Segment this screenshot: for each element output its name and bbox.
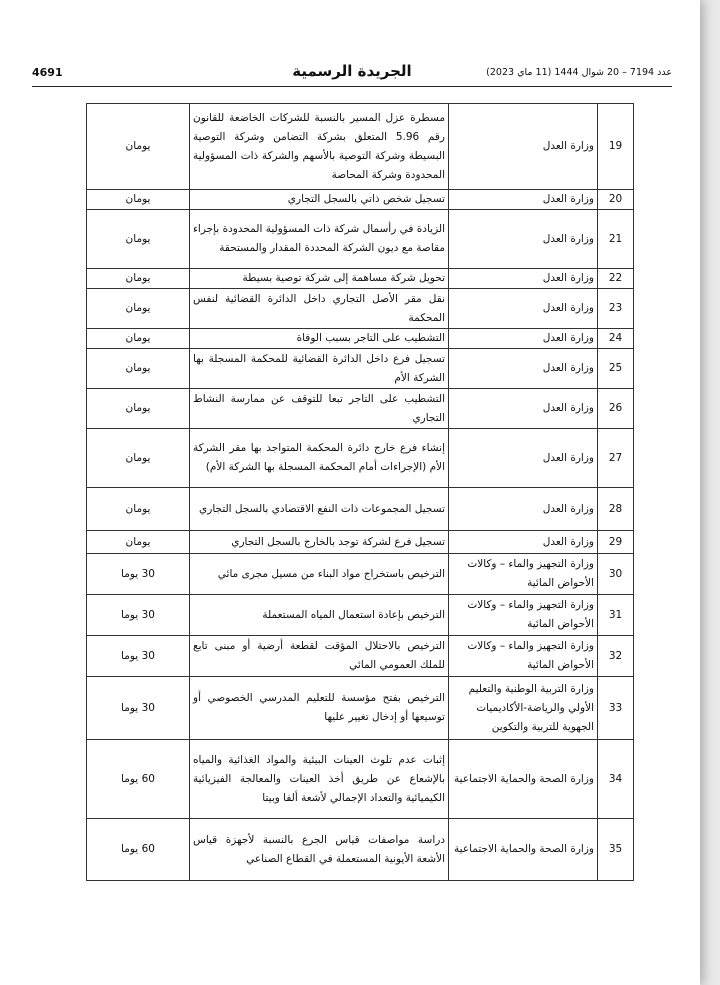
procedure-cell: الترخيص بالاحتلال المؤقت لقطعة أرضية أو مبنى تابع للملك العمومي المائي — [190, 636, 449, 677]
table-row — [87, 329, 634, 349]
procedure-cell: الترخيص بإعادة استعمال المياه المستعملة — [190, 595, 449, 636]
duration-cell: يومان — [87, 531, 190, 554]
duration-cell: يومان — [87, 190, 190, 210]
ministry-cell: وزارة الصحة والحماية الاجتماعية — [449, 740, 598, 819]
duration-cell: 60 يوما — [87, 819, 190, 881]
row-number: 34 — [598, 740, 634, 819]
ministry-cell: وزارة العدل — [449, 210, 598, 269]
duration-cell: 60 يوما — [87, 740, 190, 819]
table-row — [87, 104, 634, 190]
ministry-cell: وزارة التربية الوطنية والتعليم الأولي والرياضة-الأكاديميات الجهوية للتربية والتكوين — [449, 677, 598, 740]
table-row — [87, 740, 634, 819]
ministry-cell: وزارة العدل — [449, 289, 598, 329]
ministry-cell: وزارة العدل — [449, 429, 598, 488]
procedure-cell: تسجيل المجموعات ذات النفع الاقتصادي بالسجل التجاري — [190, 488, 449, 531]
procedure-cell: تسجيل فرع لشركة توجد بالخارج بالسجل التجاري — [190, 531, 449, 554]
duration-cell: 30 يوما — [87, 636, 190, 677]
ministry-cell: وزارة الصحة والحماية الاجتماعية — [449, 819, 598, 881]
procedure-cell: إثبات عدم تلوث العينات البيئية والمواد الغذائية والمياه بالإشعاع عن طريق أخذ العينات والمعالجة الفيزيائية الكيميائية والتعداد الإجمالي لأشعة ألفا وبيتا — [190, 740, 449, 819]
procedure-cell: تحويل شركة مساهمة إلى شركة توصية بسيطة — [190, 269, 449, 289]
row-number: 28 — [598, 488, 634, 531]
table-row — [87, 389, 634, 429]
procedure-cell: الترخيص بفتح مؤسسة للتعليم المدرسي الخصوصي أو توسيعها أو إدخال تغيير عليها — [190, 677, 449, 740]
duration-cell: يومان — [87, 389, 190, 429]
ministry-cell: وزارة العدل — [449, 531, 598, 554]
procedure-cell: التشطيب على التاجر بسبب الوفاة — [190, 329, 449, 349]
row-number: 25 — [598, 349, 634, 389]
row-number: 26 — [598, 389, 634, 429]
procedure-cell: التشطيب على التاجر تبعا للتوقف عن ممارسة النشاط التجاري — [190, 389, 449, 429]
duration-cell: يومان — [87, 329, 190, 349]
procedure-cell: الزيادة في رأسمال شركة ذات المسؤولية المحدودة بإجراء مقاصة مع ديون الشركة المحددة المقدار والمستحقة — [190, 210, 449, 269]
page-number: 4691 — [32, 66, 63, 79]
ministry-cell: وزارة العدل — [449, 349, 598, 389]
ministry-cell: وزارة التجهيز والماء – وكالات الأحواض المائية — [449, 636, 598, 677]
table-row — [87, 269, 634, 289]
ministry-cell: وزارة العدل — [449, 329, 598, 349]
issue-info: عدد 7194 – 20 شوال 1444 (11 ماي 2023) — [486, 67, 672, 78]
ministry-cell: وزارة العدل — [449, 488, 598, 531]
table-row — [87, 289, 634, 329]
procedures-table — [86, 103, 634, 881]
procedure-cell: مسطرة عزل المسير بالنسبة للشركات الخاضعة للقانون رقم 5.96 المتعلق بشركة التضامن وشركة التوصية البسيطة وشركة التوصية بالأسهم والشركة ذات المسؤولية المحدودة وشركة المحاصة — [190, 104, 449, 190]
duration-cell: يومان — [87, 210, 190, 269]
table-row — [87, 819, 634, 881]
ministry-cell: وزارة العدل — [449, 389, 598, 429]
duration-cell: 30 يوما — [87, 554, 190, 595]
ministry-cell: وزارة العدل — [449, 269, 598, 289]
duration-cell: يومان — [87, 488, 190, 531]
table-row — [87, 677, 634, 740]
table-row — [87, 429, 634, 488]
table-row — [87, 595, 634, 636]
row-number: 33 — [598, 677, 634, 740]
duration-cell: يومان — [87, 429, 190, 488]
row-number: 27 — [598, 429, 634, 488]
table-row — [87, 210, 634, 269]
procedure-cell: دراسة مواصفات قياس الجرع بالنسبة لأجهزة قياس الأشعة الأيونية المستعملة في القطاع الصناعي — [190, 819, 449, 881]
procedure-cell: الترخيص باستخراج مواد البناء من مسيل مجرى مائي — [190, 554, 449, 595]
row-number: 30 — [598, 554, 634, 595]
row-number: 29 — [598, 531, 634, 554]
table-row — [87, 636, 634, 677]
row-number: 23 — [598, 289, 634, 329]
page-header — [32, 62, 672, 87]
row-number: 19 — [598, 104, 634, 190]
table-row — [87, 531, 634, 554]
row-number: 20 — [598, 190, 634, 210]
table-row — [87, 488, 634, 531]
row-number: 21 — [598, 210, 634, 269]
procedure-cell: إنشاء فرع خارج دائرة المحكمة المتواجد بها مقر الشركة الأم (الإجراءات أمام المحكمة المسجلة بها الشركة الأم) — [190, 429, 449, 488]
row-number: 24 — [598, 329, 634, 349]
ministry-cell: وزارة التجهيز والماء – وكالات الأحواض المائية — [449, 554, 598, 595]
duration-cell: يومان — [87, 349, 190, 389]
ministry-cell: وزارة العدل — [449, 104, 598, 190]
duration-cell: يومان — [87, 269, 190, 289]
row-number: 22 — [598, 269, 634, 289]
procedure-cell: تسجيل فرع داخل الدائرة القضائية للمحكمة المسجلة بها الشركة الأم — [190, 349, 449, 389]
ministry-cell: وزارة التجهيز والماء – وكالات الأحواض المائية — [449, 595, 598, 636]
table-row — [87, 190, 634, 210]
procedure-cell: نقل مقر الأصل التجاري داخل الدائرة القضائية لنفس المحكمة — [190, 289, 449, 329]
row-number: 31 — [598, 595, 634, 636]
duration-cell: يومان — [87, 289, 190, 329]
ministry-cell: وزارة العدل — [449, 190, 598, 210]
table-row — [87, 554, 634, 595]
duration-cell: يومان — [87, 104, 190, 190]
table-row — [87, 349, 634, 389]
procedure-cell: تسجيل شخص ذاتي بالسجل التجاري — [190, 190, 449, 210]
row-number: 32 — [598, 636, 634, 677]
row-number: 35 — [598, 819, 634, 881]
duration-cell: 30 يوما — [87, 595, 190, 636]
gazette-title: الجريدة الرسمية — [292, 62, 412, 80]
duration-cell: 30 يوما — [87, 677, 190, 740]
